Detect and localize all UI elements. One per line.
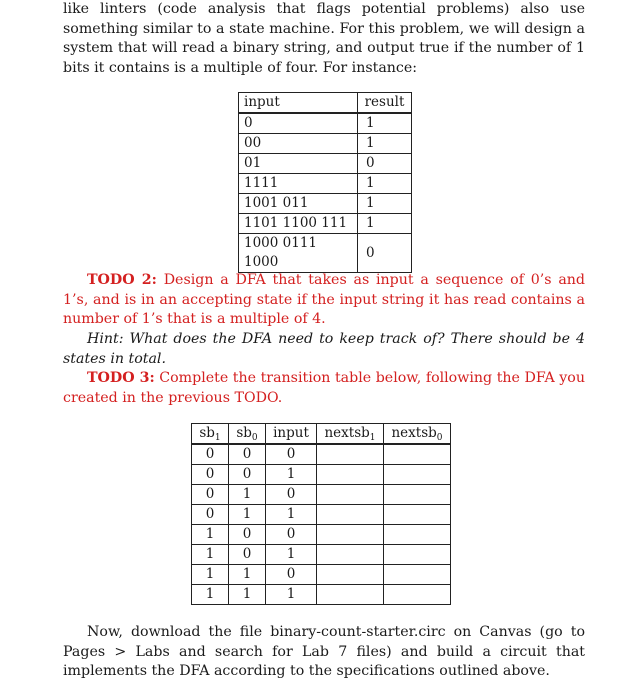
todo3-paragraph: [63, 369, 585, 408]
example-result-cell: 0: [358, 154, 412, 174]
todo2-paragraph: [63, 271, 585, 330]
sb0-cell: 1: [229, 565, 266, 585]
header-input: input: [266, 424, 317, 445]
transition-table-row: [192, 505, 451, 525]
transition-table-row: [192, 444, 451, 465]
example-table-row: [239, 134, 412, 154]
hint-label: Hint:: [87, 331, 124, 347]
input-cell: 1: [266, 505, 317, 525]
nextsb0-cell: [384, 444, 451, 465]
header-result: result: [358, 93, 412, 114]
sb0-cell: 1: [229, 505, 266, 525]
sb0-cell: 0: [229, 545, 266, 565]
example-input-cell: 1000 0111 1000: [239, 234, 358, 273]
transition-table-row: [192, 545, 451, 565]
header-sb0: $sb_0$: [229, 424, 266, 445]
example-result-cell: 1: [358, 194, 412, 214]
sb0-cell: 0: [229, 444, 266, 465]
example-input-cell: 1111: [239, 174, 358, 194]
input-cell: 0: [266, 525, 317, 545]
example-table-row: [239, 194, 412, 214]
example-table-row: [239, 154, 412, 174]
intro-paragraph: like linters (code analysis that flags potential problems) also use something similar to a state machine. For this problem, we will design a system that will read a binary string, and output true if the number of 1 bits it contains is a multiple of four. For instance:: [63, 1, 585, 76]
nextsb1-cell: [317, 565, 384, 585]
sb0-cell: 1: [229, 485, 266, 505]
sb0-cell: 1: [229, 585, 266, 605]
hint-text: What does the DFA need to keep track of? There should be 4 states in total.: [63, 331, 585, 367]
nextsb1-cell: [317, 465, 384, 485]
input-cell: 1: [266, 545, 317, 565]
nextsb1-cell: [317, 485, 384, 505]
sb0-cell: 0: [229, 465, 266, 485]
header-nextsb1: nextsb$_1$: [317, 424, 384, 445]
transition-table-row: [192, 565, 451, 585]
closing-paragraph: Now, download the file binary-count-starter.circ on Canvas (go to Pages > Labs and search for Lab 7 files) and build a circuit that implements the DFA according to the specifications outlined above.: [63, 624, 585, 679]
input-cell: 1: [266, 465, 317, 485]
input-cell: 1: [266, 585, 317, 605]
sb0-cell: 0: [229, 525, 266, 545]
sb1-cell: 0: [192, 465, 229, 485]
nextsb0-cell: [384, 465, 451, 485]
example-result-cell: 0: [358, 234, 412, 273]
sb1-cell: 1: [192, 545, 229, 565]
input-cell: 0: [266, 565, 317, 585]
example-input-cell: 00: [239, 134, 358, 154]
example-input-cell: 0: [239, 113, 358, 134]
example-table-row: [239, 214, 412, 234]
example-table-row: [239, 113, 412, 134]
sb1-cell: 1: [192, 525, 229, 545]
example-input-cell: 1001 011: [239, 194, 358, 214]
transition-table-row: [192, 525, 451, 545]
input-cell: 0: [266, 444, 317, 465]
transition-table-row: [192, 485, 451, 505]
example-table-row: [239, 234, 412, 273]
example-input-cell: 1101 1100 111: [239, 214, 358, 234]
sb1-cell: 1: [192, 585, 229, 605]
nextsb0-cell: [384, 585, 451, 605]
example-table-row: [239, 174, 412, 194]
transition-table: [191, 423, 451, 605]
example-table-header: [239, 93, 412, 114]
header-input: input: [239, 93, 358, 114]
nextsb0-cell: [384, 545, 451, 565]
example-result-cell: 1: [358, 174, 412, 194]
nextsb1-cell: [317, 545, 384, 565]
transition-table-row: [192, 465, 451, 485]
sb1-cell: 0: [192, 444, 229, 465]
sb1-cell: 0: [192, 505, 229, 525]
todo2-label: TODO 2:: [87, 272, 157, 288]
sb1-cell: 0: [192, 485, 229, 505]
example-result-cell: 1: [358, 214, 412, 234]
nextsb1-cell: [317, 505, 384, 525]
transition-table-row: [192, 585, 451, 605]
todo3-label: TODO 3:: [87, 370, 155, 386]
nextsb1-cell: [317, 525, 384, 545]
example-table: [238, 92, 412, 273]
todo3-text: Complete the transition table below, following the DFA you created in the previous TODO.: [63, 370, 585, 406]
hint-paragraph: [63, 330, 585, 369]
nextsb1-cell: [317, 444, 384, 465]
nextsb0-cell: [384, 485, 451, 505]
header-sb1: $sb_1$: [192, 424, 229, 445]
example-result-cell: 1: [358, 134, 412, 154]
nextsb0-cell: [384, 565, 451, 585]
example-result-cell: 1: [358, 113, 412, 134]
sb1-cell: 1: [192, 565, 229, 585]
input-cell: 0: [266, 485, 317, 505]
nextsb0-cell: [384, 505, 451, 525]
nextsb0-cell: [384, 525, 451, 545]
header-nextsb0: nextsb$_0$: [384, 424, 451, 445]
todo2-text: Design a DFA that takes as input a sequence of 0’s and 1’s, and is in an accepting state if the input string it has read contains a number of 1’s that is a multiple of 4.: [63, 272, 585, 327]
example-input-cell: 01: [239, 154, 358, 174]
nextsb1-cell: [317, 585, 384, 605]
transition-table-header: [192, 424, 451, 445]
